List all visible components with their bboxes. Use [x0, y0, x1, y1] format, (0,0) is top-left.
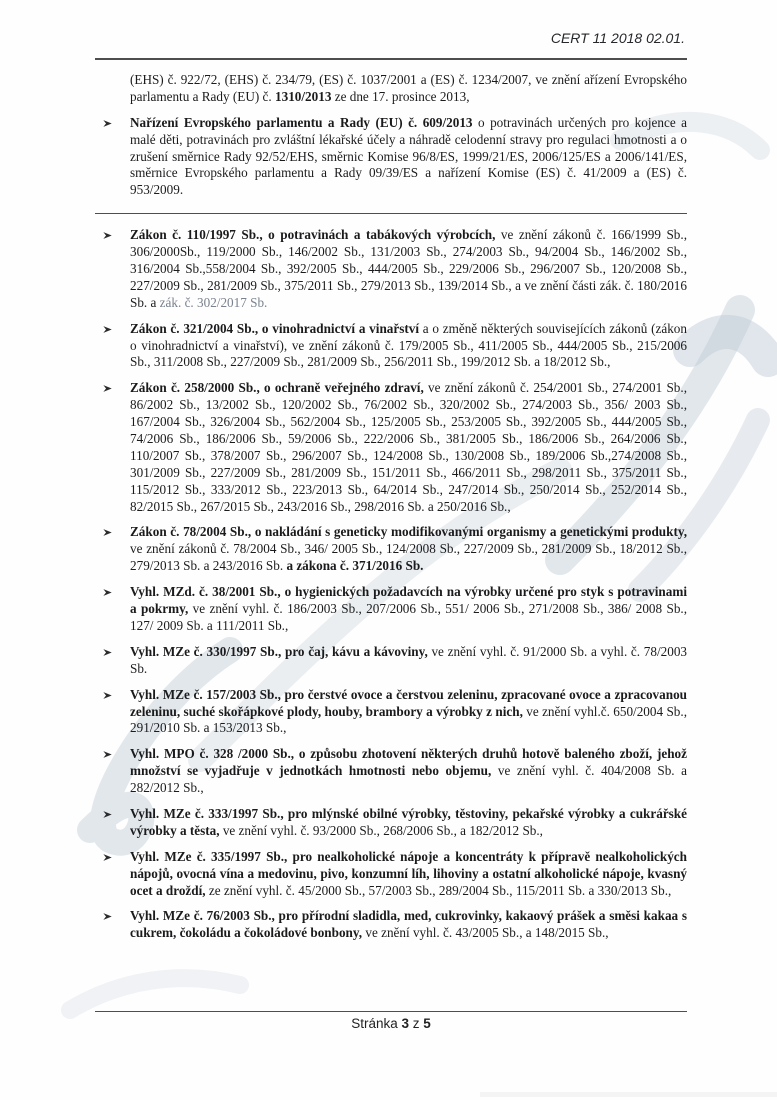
arrow-bullet-icon [102, 910, 114, 922]
document-code: CERT 11 2018 02.01. [550, 30, 685, 46]
law-item-text: Nařízení Evropského parlamentu a Rady (EU) č. 609/2013 o potravinách určených pro kojence a malé děti, potravinách pro zvláštní lékařské účely a náhradě celodenní stravy pro regulaci hmotnosti a o zrušení směrnice Rady 92/52/EHS, směrnic Komise 96/8/ES, 1999/21/ES, 2006/125/ES a 2006/141/ES, směrnice Evropského parlamentu a Rady 09/39/ES a nařízení Komise (ES) č. 41/2009 a (ES) č. 953/2009. [130, 114, 688, 198]
page-footer [95, 1011, 687, 1031]
arrow-bullet-icon [102, 808, 114, 820]
law-list-item [95, 849, 687, 900]
law-list-item [95, 380, 687, 515]
intro-regulation-number: 1310/2013 [275, 88, 332, 104]
footer-label: Stránka [351, 1016, 398, 1031]
law-item-text: Vyhl. MZe č. 330/1997 Sb., pro čaj, kávu a kávoviny, ve znění vyhl. č. 91/2000 Sb. a vyhl. č. 78/2003 Sb. [130, 643, 688, 676]
law-item-text: Vyhl. MPO č. 328 /2000 Sb., o způsobu zhotovení některých druhů hotově baleného zboží, jehož množství se vyjadřuje v jednotkách hmotnosti nebo objemu, ve znění vyhl. č. 404/2008 Sb. a 282/2012 Sb., [130, 746, 688, 796]
law-item-text: Vyhl. MZd. č. 38/2001 Sb., o hygienických požadavcích na výrobky určené pro styk s potravinami a pokrmy, ve znění vyhl. č. 186/2003 Sb., 207/2006 Sb., 551/ 2006 Sb., 271/2008 Sb., 386/ 2008 Sb., 127/ 2009 Sb. a 111/2011 Sb., [130, 584, 688, 633]
header-divider [95, 58, 687, 60]
intro-text-pre: (EHS) č. 922/72, (EHS) č. 234/79, (ES) č. 1037/2001 a (ES) č. 1234/2007, ve znění ařízení Evropského parlamentu a Rady (EU) č. [130, 72, 687, 104]
arrow-bullet-icon [102, 117, 114, 129]
law-list-item [95, 584, 687, 635]
footer-total-pages: 5 [423, 1016, 431, 1031]
law-item-text: Vyhl. MZe č. 333/1997 Sb., pro mlýnské obilné výrobky, těstoviny, pekařské výrobky a cukrářské výrobky a těsta, ve znění vyhl. č. 93/2000 Sb., 268/2006 Sb., a 182/2012 Sb., [130, 805, 687, 838]
law-list-item [95, 806, 687, 840]
section-divider [95, 213, 687, 214]
law-item-text: Zákon č. 78/2004 Sb., o nakládání s geneticky modifikovanými organismy a genetickými produkty, ve znění zákonů č. 78/2004 Sb., 346/ 2005 Sb., 124/2008 Sb., 227/2009 Sb., 281/2009 Sb., 18/2012 Sb., 279/2013 Sb. a 243/2016 Sb. a zákona č. 371/2016 Sb. [130, 524, 687, 574]
law-list-item [95, 908, 687, 942]
arrow-bullet-icon [102, 229, 114, 241]
law-item-text: Zákon č. 110/1997 Sb., o potravinách a tabákových výrobcích, ve znění zákonů č. 166/1999 Sb., 306/2000Sb., 119/2000 Sb., 146/2002 Sb., 131/2003 Sb., 274/2003 Sb., 94/2004 Sb., 146/2002 Sb., 316/2004 Sb.,558/2004 Sb., 392/2005 Sb., 444/2005 Sb., 229/2006 Sb., 296/2007 Sb., 120/2008 Sb., 227/2009 Sb., 281/2009 Sb., 375/2011 Sb., 279/2013 Sb., 139/2014 Sb., a ve znění části zák. č. 180/2016 Sb. a zák. č. 302/2017 Sb. [130, 227, 687, 310]
law-item-text: Vyhl. MZe č. 335/1997 Sb., pro nealkoholické nápoje a koncentráty k přípravě nealkoholických nápojů, ovocná vína a medovinu, pivo, konzumní líh, lihoviny a ostatní alkoholické nápoje, kvasný ocet a droždí, ze znění vyhl. č. 45/2000 Sb., 57/2003 Sb., 289/2004 Sb., 115/2011 Sb. a 330/2013 Sb., [130, 848, 687, 898]
arrow-bullet-icon [102, 646, 114, 658]
law-list-item [95, 115, 687, 199]
arrow-bullet-icon [102, 748, 114, 760]
law-list-item [95, 524, 687, 575]
law-item-text: Zákon č. 258/2000 Sb., o ochraně veřejného zdraví, ve znění zákonů č. 254/2001 Sb., 274/2001 Sb., 86/2002 Sb., 13/2002 Sb., 120/2002 Sb., 76/2002 Sb., 320/2002 Sb., 274/2003 Sb., 356/ 2003 Sb., 167/2004 Sb., 326/2004 Sb., 562/2004 Sb., 125/2005 Sb., 253/2005 Sb., 392/2005 Sb., 444/2005 Sb., 74/2006 Sb., 186/2006 Sb., 59/2006 Sb., 222/2006 Sb., 381/2005 Sb., 186/2006 Sb., 264/2006 Sb., 110/2007 Sb., 378/2007 Sb., 296/2007 Sb., 124/2008 Sb., 130/2008 Sb., 189/2006 Sb.,274/2008 Sb., 301/2009 Sb., 227/2009 Sb., 281/2009 Sb., 151/2011 Sb., 466/2011 Sb., 298/2011 Sb., 375/2011 Sb., 115/2012 Sb., 333/2012 Sb., 223/2013 Sb., 64/2014 Sb., 247/2014 Sb., 250/2014 Sb., 252/2014 Sb., 82/2015 Sb., 267/2015 Sb., 243/2016 Sb., 298/2016 Sb. a 250/2016 Sb., [130, 380, 687, 514]
law-item-text: Zákon č. 321/2004 Sb., o vinohradnictví a vinařství a o změně některých souvisejících zákonů (zákon o vinohradnictví a vinařství), ve znění zákonů č. 179/2005 Sb., 411/2005 Sb., 444/2005 Sb., 215/2006 Sb., 311/2008 Sb., 227/2009 Sb., 281/2009 Sb., 256/2011 Sb., 199/2012 Sb. a 18/2012 Sb., [130, 320, 687, 370]
arrow-bullet-icon [102, 382, 114, 394]
law-item-text: Vyhl. MZe č. 76/2003 Sb., pro přírodní sladidla, med, cukrovinky, kakaový prášek a směsi kakaa s cukrem, čokoládu a čokoládové bonbony, ve znění vyhl. č. 43/2005 Sb., a 148/2015 Sb., [130, 908, 687, 941]
arrow-bullet-icon [102, 851, 114, 863]
scan-artifact [480, 1092, 777, 1097]
law-list-item [95, 321, 687, 372]
footer-of-word: z [412, 1016, 420, 1031]
arrow-bullet-icon [102, 526, 114, 538]
intro-text-post: ze dne 17. prosince 2013, [331, 88, 470, 104]
law-item-text: Vyhl. MZe č. 157/2003 Sb., pro čerstvé ovoce a čerstvou zeleninu, zpracované ovoce a zpracovanou zeleninu, suché skořápkové plody, houby, brambory a výrobky z nich, ve znění vyhl.č. 650/2004 Sb., 291/2010 Sb. a 153/2013 Sb., [130, 686, 687, 736]
footer-page-number: 3 [401, 1016, 409, 1031]
eu-regulation-list [95, 115, 687, 199]
national-law-list [95, 227, 687, 942]
intro-paragraph [95, 72, 687, 106]
law-list-item [95, 644, 687, 678]
arrow-bullet-icon [102, 689, 114, 701]
law-list-item [95, 227, 687, 311]
law-list-item [95, 746, 687, 797]
document-content [95, 30, 687, 951]
law-list-item [95, 687, 687, 738]
arrow-bullet-icon [102, 586, 114, 598]
arrow-bullet-icon [102, 323, 114, 335]
